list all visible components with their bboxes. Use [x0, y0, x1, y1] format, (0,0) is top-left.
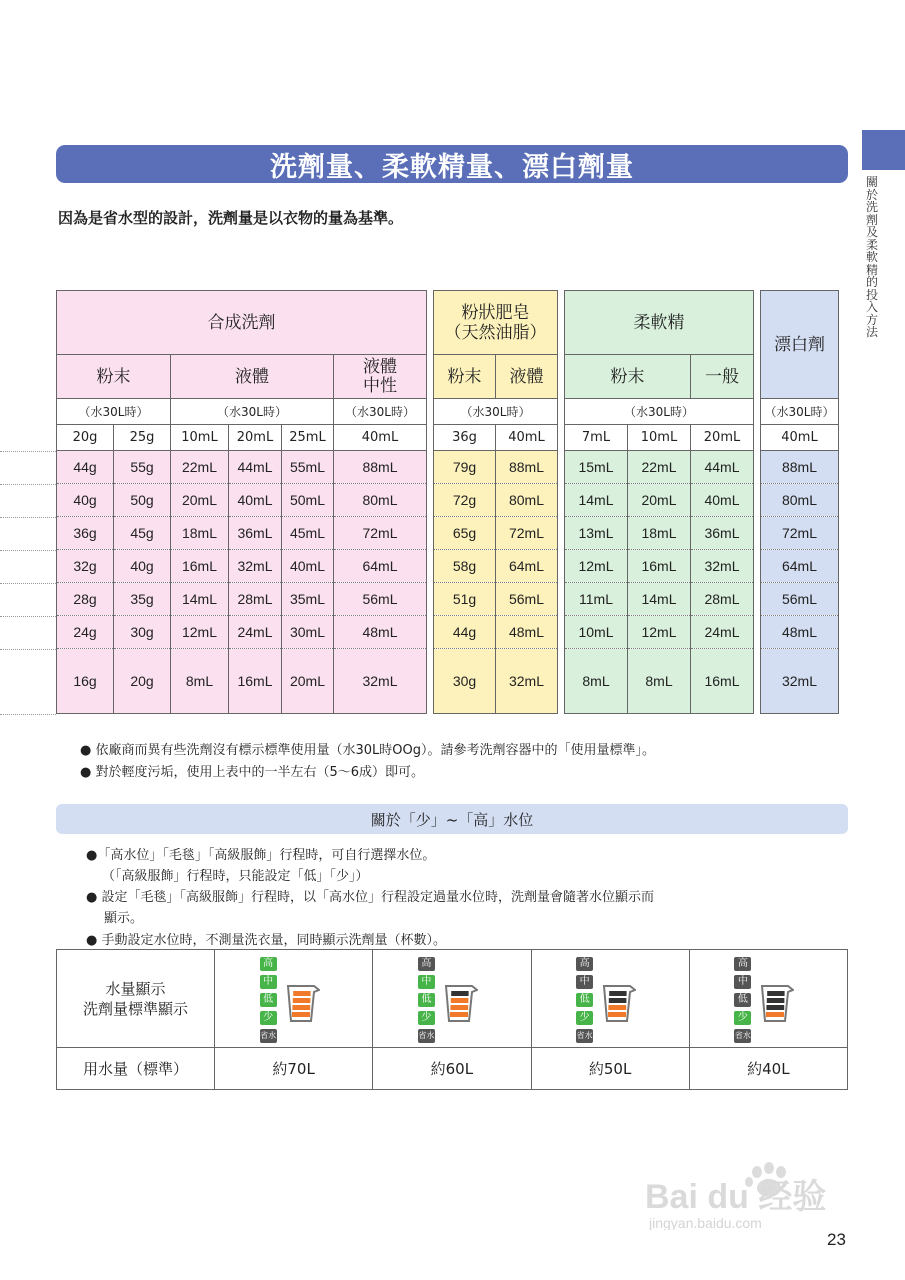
table-row: [761, 583, 839, 616]
table-cell: 50g: [114, 484, 171, 517]
table-cell: 8mL: [565, 649, 628, 714]
table-cell: 64mL: [761, 550, 839, 583]
level-lamp-2: 中: [576, 975, 593, 989]
table-row: [434, 550, 558, 583]
cup-level-bar: [609, 1005, 627, 1010]
table-row: [565, 583, 754, 616]
table-cell: 30g: [114, 616, 171, 649]
table-row: [565, 484, 754, 517]
table-row: [434, 517, 558, 550]
table-row: [434, 616, 558, 649]
table-cell: 35g: [114, 583, 171, 616]
water-usage-value: 約70L: [215, 1048, 373, 1090]
softener-general-header: 一般: [691, 355, 754, 399]
water-note-3: ● 設定「毛毯」「高級服飾」行程時，以「高水位」行程設定過量水位時，洗劑量會隨著水位顯示而: [86, 890, 654, 905]
table-cell: 22mL: [171, 451, 229, 484]
table-cell: 22mL: [628, 451, 691, 484]
table-row: [434, 451, 558, 484]
table-cell: 20mL: [628, 484, 691, 517]
table-cell: 28mL: [229, 583, 282, 616]
table-cell: 16mL: [628, 550, 691, 583]
table-cell: 64mL: [334, 550, 427, 583]
level-lamp-2: 中: [418, 975, 435, 989]
cup-level-bar: [768, 991, 785, 996]
base-amount-cell: 25g: [114, 425, 171, 451]
table-cell: 16mL: [171, 550, 229, 583]
soap-table: [433, 290, 558, 714]
table-cell: 32mL: [761, 649, 839, 714]
base-note: （水30L時）: [761, 399, 839, 425]
level-indicator: [728, 953, 808, 1045]
table-cell: 40g: [114, 550, 171, 583]
table-cell: 20mL: [171, 484, 229, 517]
table-cell: 55g: [114, 451, 171, 484]
table-cell: 48mL: [761, 616, 839, 649]
table-cell: 44mL: [229, 451, 282, 484]
bleach-header: 漂白劑: [761, 291, 839, 399]
table-cell: 72mL: [761, 517, 839, 550]
table-cell: 15mL: [565, 451, 628, 484]
table-cell: 16mL: [229, 649, 282, 714]
table-cell: 30mL: [282, 616, 334, 649]
soap-header: 粉狀肥皂 （天然油脂）: [434, 291, 558, 355]
section-tab: [862, 130, 905, 170]
level-indicator: [570, 953, 650, 1045]
table-cell: 40g: [57, 484, 114, 517]
section-tab-label: 關於洗劑及柔軟精的投入方法: [866, 175, 879, 339]
table-cell: 18mL: [171, 517, 229, 550]
usage-row-label: 用水量（標準）: [57, 1048, 215, 1090]
guide-line: [0, 616, 56, 617]
table-cell: 18mL: [628, 517, 691, 550]
table-row: [761, 649, 839, 714]
base-note: （水30L時）: [434, 399, 558, 425]
level-lamp-1: 高: [418, 957, 435, 971]
cup-level-bar: [450, 1005, 468, 1010]
cup-level-bar: [767, 998, 785, 1003]
table-cell: 24g: [57, 616, 114, 649]
table-cell: 13mL: [565, 517, 628, 550]
table-cell: 44g: [434, 616, 496, 649]
cup-level-bar: [450, 1012, 468, 1017]
water-level-table: [56, 949, 848, 1090]
level-lamp-5: 省水: [260, 1029, 277, 1043]
table-cell: 8mL: [628, 649, 691, 714]
synthetic-header: 合成洗劑: [57, 291, 427, 355]
table-cell: 65g: [434, 517, 496, 550]
table-row: [57, 649, 427, 714]
guide-line: [0, 583, 56, 584]
water-usage-value: 約50L: [531, 1048, 689, 1090]
table-cell: 88mL: [334, 451, 427, 484]
table-row: [57, 583, 427, 616]
table-cell: 44mL: [691, 451, 754, 484]
base-amount-row: [57, 425, 427, 451]
table-row: [565, 517, 754, 550]
softener-header: 柔軟精: [565, 291, 754, 355]
note-1: ● 依廠商而異有些洗劑沒有標示標準使用量（水30L時OOg）。請參考洗劑容器中的「使用量標準」。: [80, 743, 655, 758]
level-lamp-4: 少: [260, 1011, 277, 1025]
level-indicator: [254, 953, 334, 1045]
table-row: [761, 484, 839, 517]
table-cell: 58g: [434, 550, 496, 583]
table-row: [761, 616, 839, 649]
page-number: 23: [827, 1230, 846, 1249]
note-2: ● 對於輕度污垢，使用上表中的一半左右（5～6成）即可。: [80, 765, 425, 780]
table-cell: 28g: [57, 583, 114, 616]
water-level-display: [531, 950, 689, 1048]
base-amount-cell: 10mL: [628, 425, 691, 451]
level-lamp-5: 省水: [418, 1029, 435, 1043]
base-amount-row: [761, 425, 839, 451]
table-cell: 12mL: [628, 616, 691, 649]
synthetic-neutral-header: 液體 中性: [334, 355, 427, 399]
table-row: [57, 550, 427, 583]
table-cell: 8mL: [171, 649, 229, 714]
intro-text: 因為是省水型的設計，洗劑量是以衣物的量為基準。: [58, 209, 404, 227]
table-row: [761, 451, 839, 484]
table-cell: 48mL: [334, 616, 427, 649]
table-cell: 24mL: [229, 616, 282, 649]
cup-level-bar: [451, 998, 469, 1003]
table-cell: 36mL: [229, 517, 282, 550]
table-cell: 40mL: [691, 484, 754, 517]
table-cell: 11mL: [565, 583, 628, 616]
table-row: [434, 484, 558, 517]
table-cell: 32mL: [334, 649, 427, 714]
table-cell: 14mL: [628, 583, 691, 616]
table-cell: 32mL: [496, 649, 558, 714]
table-cell: 12mL: [565, 550, 628, 583]
base-note: （水30L時）: [171, 399, 334, 425]
cup-level-bar: [292, 1005, 310, 1010]
table-cell: 50mL: [282, 484, 334, 517]
table-cell: 40mL: [229, 484, 282, 517]
guide-line: [0, 517, 56, 518]
level-lamp-5: 省水: [734, 1029, 751, 1043]
water-note-5: ● 手動設定水位時，不測量洗衣量，同時顯示洗劑量（杯數）。: [86, 933, 446, 948]
level-lamp-5: 省水: [576, 1029, 593, 1043]
table-cell: 64mL: [496, 550, 558, 583]
table-cell: 56mL: [334, 583, 427, 616]
guide-line: [0, 484, 56, 485]
guide-line: [0, 649, 56, 650]
synthetic-detergent-table: [56, 290, 427, 714]
base-amount-cell: 10mL: [171, 425, 229, 451]
water-level-display: [373, 950, 531, 1048]
baidu-watermark: [645, 1150, 855, 1230]
base-amount-cell: 7mL: [565, 425, 628, 451]
table-cell: 14mL: [171, 583, 229, 616]
table-cell: 45mL: [282, 517, 334, 550]
detergent-cup-icon: [286, 983, 320, 1023]
table-cell: 32mL: [229, 550, 282, 583]
table-cell: 80mL: [496, 484, 558, 517]
table-cell: 56mL: [761, 583, 839, 616]
cup-level-bar: [292, 1012, 310, 1017]
cup-level-bar: [609, 991, 626, 996]
table-cell: 36mL: [691, 517, 754, 550]
table-cell: 51g: [434, 583, 496, 616]
base-amount-row: [434, 425, 558, 451]
table-cell: 16g: [57, 649, 114, 714]
water-level-display: [215, 950, 373, 1048]
table-cell: 80mL: [334, 484, 427, 517]
softener-powder-header: 粉末: [565, 355, 691, 399]
table-cell: 79g: [434, 451, 496, 484]
synthetic-liquid-header: 液體: [171, 355, 334, 399]
table-row: [565, 451, 754, 484]
level-lamp-3: 低: [734, 993, 751, 1007]
table-cell: 88mL: [496, 451, 558, 484]
watermark-brand: Bai du 经验: [645, 1178, 827, 1216]
table-row: [434, 649, 558, 714]
level-lamp-2: 中: [260, 975, 277, 989]
base-amount-cell: 40mL: [496, 425, 558, 451]
table-cell: 20mL: [282, 649, 334, 714]
table-row: [565, 649, 754, 714]
water-usage-value: 約40L: [689, 1048, 847, 1090]
softener-table: [564, 290, 754, 714]
table-cell: 30g: [434, 649, 496, 714]
level-lamp-4: 少: [734, 1011, 751, 1025]
bleach-table: [760, 290, 839, 714]
table-cell: 72mL: [496, 517, 558, 550]
table-row: [565, 616, 754, 649]
table-cell: 14mL: [565, 484, 628, 517]
level-lamp-4: 少: [576, 1011, 593, 1025]
soap-liquid-header: 液體: [496, 355, 558, 399]
table-cell: 20g: [114, 649, 171, 714]
cup-level-bar: [292, 998, 310, 1003]
level-lamp-4: 少: [418, 1011, 435, 1025]
water-level-display: [689, 950, 847, 1048]
table-cell: 44g: [57, 451, 114, 484]
table-cell: 36g: [57, 517, 114, 550]
table-cell: 32mL: [691, 550, 754, 583]
table-cell: 56mL: [496, 583, 558, 616]
cup-level-bar: [766, 1012, 784, 1017]
base-amount-cell: 36g: [434, 425, 496, 451]
level-lamp-3: 低: [418, 993, 435, 1007]
base-note: （水30L時）: [334, 399, 427, 425]
table-row: [57, 616, 427, 649]
base-note: （水30L時）: [565, 399, 754, 425]
table-cell: 72mL: [334, 517, 427, 550]
synthetic-powder-header: 粉末: [57, 355, 171, 399]
cup-level-bar: [767, 1005, 785, 1010]
detergent-cup-icon: [760, 983, 794, 1023]
table-row: [57, 517, 427, 550]
base-amount-cell: 25mL: [282, 425, 334, 451]
base-amount-cell: 20mL: [691, 425, 754, 451]
soap-powder-header: 粉末: [434, 355, 496, 399]
display-row-label: 水量顯示 洗劑量標準顯示: [57, 950, 215, 1048]
level-lamp-1: 高: [576, 957, 593, 971]
water-level-section-title: 關於「少」~「高」水位: [56, 804, 848, 834]
cup-level-bar: [293, 991, 310, 996]
level-lamp-1: 高: [734, 957, 751, 971]
table-cell: 88mL: [761, 451, 839, 484]
table-cell: 55mL: [282, 451, 334, 484]
water-note-2: （「高級服飾」行程時，只能設定「低」「少」）: [102, 869, 369, 884]
table-row: [57, 484, 427, 517]
table-row: [761, 550, 839, 583]
table-cell: 24mL: [691, 616, 754, 649]
guide-line: [0, 714, 56, 715]
base-amount-cell: 20g: [57, 425, 114, 451]
level-lamp-2: 中: [734, 975, 751, 989]
table-row: [761, 517, 839, 550]
table-row: [434, 583, 558, 616]
water-usage-value: 約60L: [373, 1048, 531, 1090]
table-cell: 40mL: [282, 550, 334, 583]
level-indicator: [412, 953, 492, 1045]
level-lamp-3: 低: [576, 993, 593, 1007]
level-lamp-3: 低: [260, 993, 277, 1007]
guide-line: [0, 451, 56, 452]
table-cell: 10mL: [565, 616, 628, 649]
cup-level-bar: [608, 1012, 626, 1017]
guide-line: [0, 550, 56, 551]
cup-level-bar: [609, 998, 627, 1003]
table-cell: 28mL: [691, 583, 754, 616]
table-cell: 16mL: [691, 649, 754, 714]
base-amount-cell: 40mL: [761, 425, 839, 451]
base-amount-row: [565, 425, 754, 451]
table-cell: 45g: [114, 517, 171, 550]
table-row: [57, 451, 427, 484]
water-note-1: ●「高水位」「毛毯」「高級服飾」行程時，可自行選擇水位。: [86, 848, 436, 863]
table-row: [565, 550, 754, 583]
water-note-4: 顯示。: [104, 911, 144, 926]
table-cell: 72g: [434, 484, 496, 517]
table-cell: 32g: [57, 550, 114, 583]
detergent-cup-icon: [444, 983, 478, 1023]
table-cell: 80mL: [761, 484, 839, 517]
table-cell: 48mL: [496, 616, 558, 649]
watermark-url: jingyan.baidu.com: [649, 1215, 762, 1230]
table-cell: 35mL: [282, 583, 334, 616]
base-amount-cell: 20mL: [229, 425, 282, 451]
table-cell: 12mL: [171, 616, 229, 649]
level-lamp-1: 高: [260, 957, 277, 971]
base-note: （水30L時）: [57, 399, 171, 425]
page-title: 洗劑量、柔軟精量、漂白劑量: [56, 145, 848, 183]
detergent-cup-icon: [602, 983, 636, 1023]
base-amount-cell: 40mL: [334, 425, 427, 451]
cup-level-bar: [451, 991, 468, 996]
